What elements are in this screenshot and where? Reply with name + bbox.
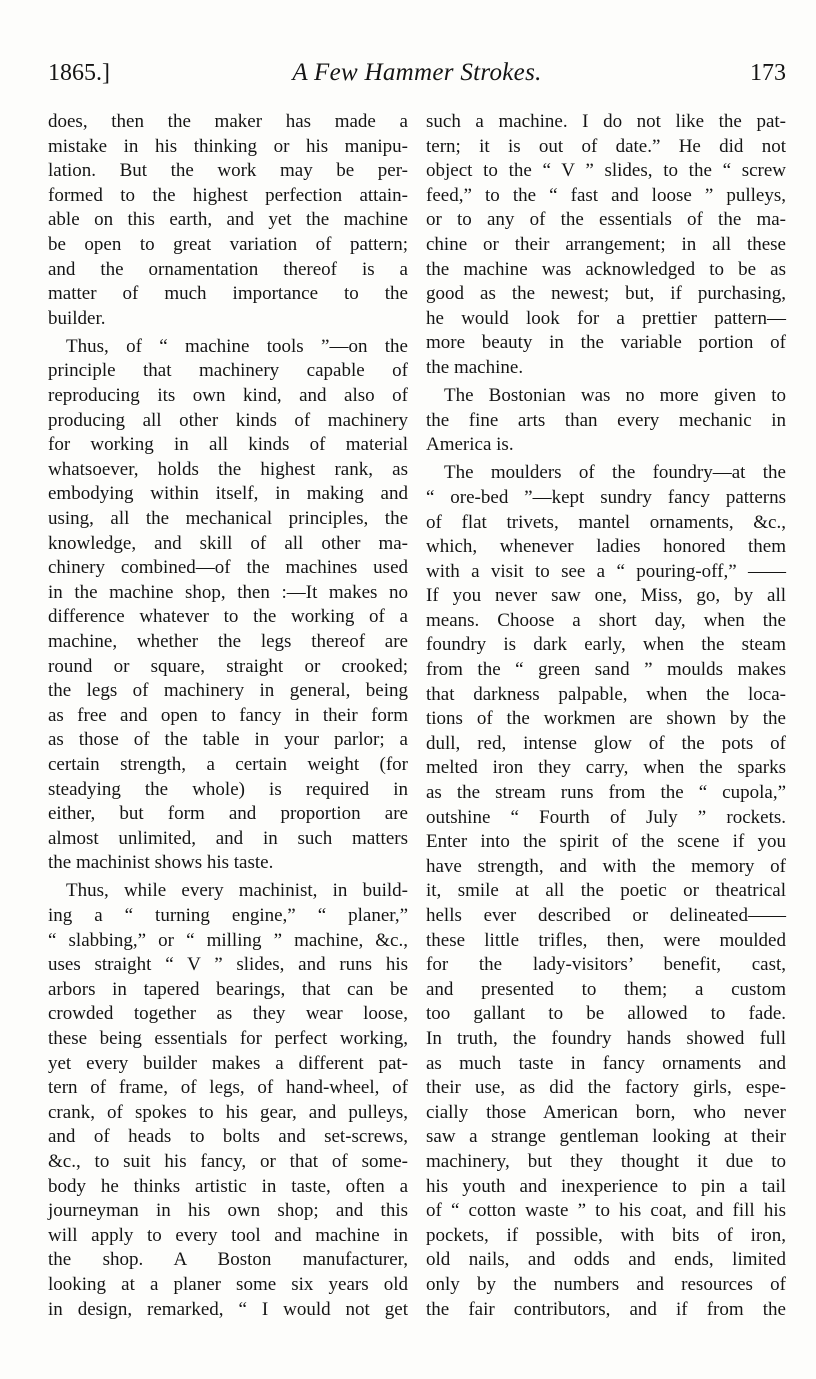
right-column — [426, 110, 786, 1322]
text-line: as free and open to fancy in their form — [48, 704, 408, 726]
text-line: builder. — [48, 307, 106, 329]
text-line: of “ cotton waste ” to his coat, and fill his — [426, 1200, 786, 1222]
text-line: principle that machinery capable of — [48, 360, 408, 382]
text-line: in the machine shop, then :—It makes no — [48, 581, 408, 603]
text-line: round or square, straight or crooked; — [48, 655, 408, 677]
text-line: these being essentials for perfect working, — [48, 1027, 408, 1049]
text-line: it, smile at all the poetic or theatrical — [426, 880, 786, 902]
text-line: If you never saw one, Miss, go, by all — [426, 585, 786, 607]
text-line: object to the “ V ” slides, to the “ screw — [426, 160, 786, 182]
text-line: and the ornamentation thereof is a — [48, 258, 408, 280]
text-line: certain strength, a certain weight (for — [48, 753, 408, 775]
text-line: hells ever described or delineated—— — [426, 905, 786, 926]
text-line: using, all the mechanical principles, the — [48, 508, 408, 529]
header-title: A Few Hammer Strokes. — [292, 59, 542, 86]
text-line: chinery combined—of the machines used — [48, 557, 408, 579]
text-line: as the stream runs from the “ cupola,” — [426, 782, 786, 804]
text-line: such a machine. I do not like the pat- — [426, 111, 786, 132]
text-line: be open to great variation of pattern; — [48, 233, 408, 255]
text-line: whatsoever, holds the highest rank, as — [48, 458, 408, 480]
text-line: the fair contributors, and if from the — [426, 1298, 786, 1320]
text-line: have strength, and with the memory of — [426, 855, 786, 877]
text-line: America is. — [426, 434, 514, 456]
text-line: will apply to every tool and machine in — [48, 1224, 408, 1246]
page-number: 173 — [750, 60, 786, 86]
text-line: only by the numbers and resources of — [426, 1273, 786, 1295]
text-line: tern; it is out of date.” He did not — [426, 135, 786, 157]
text-line: his youth and inexperience to pin a tail — [426, 1175, 786, 1197]
text-line: arbors in tapered bearings, that can be — [48, 978, 408, 1000]
text-line: The moulders of the foundry—at the — [444, 462, 786, 484]
text-line: he would look for a prettier pattern— — [426, 307, 786, 329]
text-line: machinery, but they thought it due to — [426, 1150, 786, 1172]
text-line: &c., to suit his fancy, or that of some- — [48, 1150, 408, 1172]
text-line: does, then the maker has made a — [48, 111, 408, 132]
text-line: cially those American born, who never — [426, 1101, 786, 1123]
text-line: or to any of the essentials of the ma- — [426, 209, 786, 231]
text-line: looking at a planer some six years old — [48, 1273, 408, 1295]
text-line: ing a “ turning engine,” “ planer,” — [48, 905, 408, 926]
text-line: producing all other kinds of machinery — [48, 409, 408, 431]
text-line: Enter into the spirit of the scene if you — [426, 831, 786, 853]
running-header — [48, 58, 786, 88]
text-line: formed to the highest perfection attain- — [48, 184, 408, 206]
text-line: their use, as did the factory girls, espe- — [426, 1077, 786, 1099]
text-line: Thus, while every machinist, in build- — [66, 880, 408, 902]
text-line: feed,” to the “ fast and loose ” pulleys, — [426, 184, 786, 206]
text-line: The Bostonian was no more given to — [444, 385, 786, 407]
text-line: which, whenever ladies honored them — [426, 536, 786, 558]
text-line: and presented to them; a custom — [426, 978, 786, 1000]
text-line: saw a strange gentleman looking at their — [426, 1126, 786, 1148]
text-line: machine, whether the legs thereof are — [48, 630, 408, 652]
text-line: in design, remarked, “ I would not get — [48, 1298, 408, 1320]
text-line: almost unlimited, and in such matters — [48, 827, 408, 849]
text-line: tern of frame, of legs, of hand-wheel, of — [48, 1077, 408, 1099]
text-line: means. Choose a short day, when the — [426, 609, 786, 631]
text-line: pockets, if possible, with bits of iron, — [426, 1224, 786, 1246]
text-line: more beauty in the variable portion of — [426, 332, 786, 354]
text-line: the machine. — [426, 356, 524, 378]
text-line: of flat trivets, mantel ornaments, &c., — [426, 511, 786, 533]
text-line: reproducing its own kind, and also of — [48, 385, 408, 407]
text-line: good as the newest; but, if purchasing, — [426, 283, 786, 305]
text-line: as those of the table in your parlor; a — [48, 729, 408, 751]
text-line: mistake in his thinking or his manipu- — [48, 135, 408, 157]
text-line: “ ore-bed ”—kept sundry fancy patterns — [426, 486, 786, 508]
text-line: and of heads to bolts and set-screws, — [48, 1126, 408, 1148]
text-line: Thus, of “ machine tools ”—on the — [66, 335, 408, 357]
text-line: “ slabbing,” or “ milling ” machine, &c., — [48, 929, 408, 951]
text-line: melted iron they carry, when the sparks — [426, 757, 786, 779]
text-line: that darkness palpable, when the loca- — [426, 683, 786, 705]
text-line: too gallant to be allowed to fade. — [426, 1003, 786, 1025]
text-line: knowledge, and skill of all other ma- — [48, 532, 408, 554]
text-line: chine or their arrangement; in all these — [426, 233, 786, 255]
text-line: with a visit to see a “ pouring-off,” —— — [426, 560, 786, 582]
text-line: from the “ green sand ” moulds makes — [426, 659, 786, 681]
text-line: for working in all kinds of material — [48, 434, 408, 456]
left-column — [48, 110, 408, 1322]
text-line: the fine arts than every mechanic in — [426, 409, 786, 431]
text-line: these little trifles, then, were moulded — [426, 929, 786, 951]
text-line: the machine was acknowledged to be as — [426, 258, 786, 280]
text-line: difference whatever to the working of a — [48, 606, 408, 628]
text-line: journeyman in his own shop; and this — [48, 1200, 408, 1222]
text-line: the legs of machinery in general, being — [48, 680, 408, 702]
header-year: 1865.] — [48, 60, 110, 86]
text-line: able on this earth, and yet the machine — [48, 209, 408, 231]
text-line: crowded together as they wear loose, — [48, 1003, 408, 1025]
text-line: as much taste in fancy ornaments and — [426, 1052, 786, 1074]
text-line: either, but form and proportion are — [48, 803, 408, 825]
text-line: In truth, the foundry hands showed full — [426, 1027, 786, 1049]
text-line: the shop. A Boston manufacturer, — [48, 1249, 408, 1271]
text-line: uses straight “ V ” slides, and runs his — [48, 954, 408, 976]
text-line: embodying within itself, in making and — [48, 483, 408, 505]
text-line: lation. But the work may be per- — [48, 160, 408, 182]
text-line: body he thinks artistic in taste, often a — [48, 1175, 408, 1197]
text-line: for the lady-visitors’ benefit, cast, — [426, 954, 786, 976]
text-line: tions of the workmen are shown by the — [426, 708, 786, 730]
text-line: yet every builder makes a different pat- — [48, 1052, 408, 1074]
text-line: old nails, and odds and ends, limited — [426, 1249, 786, 1271]
text-line: the machinist shows his taste. — [48, 852, 274, 874]
text-line: foundry is dark early, when the steam — [426, 634, 786, 656]
text-line: matter of much importance to the — [48, 283, 408, 305]
text-line: dull, red, intense glow of the pots of — [426, 732, 786, 754]
text-line: crank, of spokes to his gear, and pulleys, — [48, 1101, 408, 1123]
text-line: steadying the whole) is required in — [48, 778, 408, 800]
text-line: outshine “ Fourth of July ” rockets. — [426, 806, 786, 828]
